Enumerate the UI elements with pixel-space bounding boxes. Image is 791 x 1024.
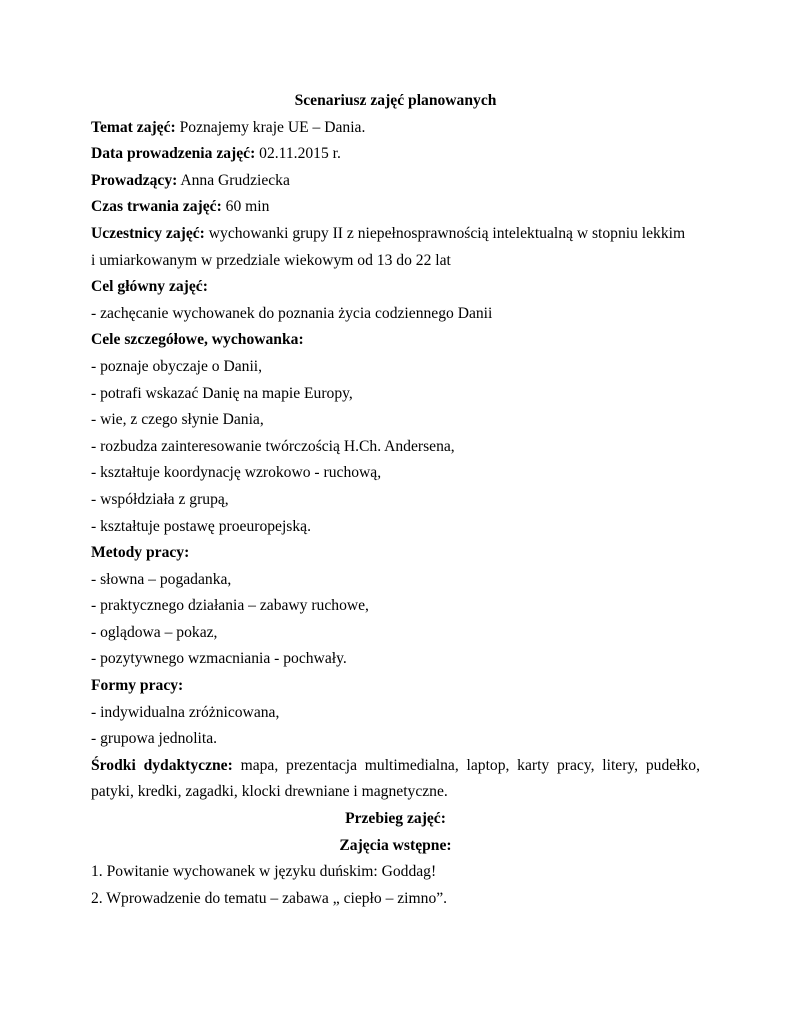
temat-value: Poznajemy kraje UE – Dania. <box>175 118 366 136</box>
data-value: 02.11.2015 r. <box>255 145 341 163</box>
uczestnicy-value-line2: i umiarkowanym w przedziale wiekowym od 13 do 22 lat <box>91 251 451 269</box>
czas-value: 60 min <box>221 198 270 216</box>
list-item: - potrafi wskazać Danię na mapie Europy, <box>91 384 353 402</box>
srodki-row <box>91 753 700 780</box>
list-item: - praktycznego działania – zabawy ruchowe, <box>91 597 369 615</box>
srodki-value-line1: mapa, prezentacja multimedialna, laptop, karty pracy, litery, pudełko, <box>232 756 700 774</box>
document-page <box>91 88 700 912</box>
cele-szczegolowe-heading: Cele szczegółowe, wychowanka: <box>91 331 304 349</box>
srodki-value-line2: patyki, kredki, zagadki, klocki drewniane i magnetyczne. <box>91 783 448 801</box>
uczestnicy-label: Uczestnicy zajęć: <box>91 224 205 242</box>
srodki-label: Środki dydaktyczne: <box>91 756 233 774</box>
przebieg-heading: Przebieg zajęć: <box>345 810 446 828</box>
list-item: - słowna – pogadanka, <box>91 570 232 588</box>
list-item: 1. Powitanie wychowanek w języku duńskim: Goddag! <box>91 863 437 881</box>
zajecia-wstepne-heading: Zajęcia wstępne: <box>339 836 452 854</box>
list-item: - indywidualna zróżnicowana, <box>91 703 280 721</box>
formy-heading: Formy pracy: <box>91 677 184 695</box>
list-item: - zachęcanie wychowanek do poznania życia codziennego Danii <box>91 304 493 322</box>
list-item: - pozytywnego wzmacniania - pochwały. <box>91 650 347 668</box>
uczestnicy-row <box>91 221 700 248</box>
list-item: - kształtuje postawę proeuropejską. <box>91 517 311 535</box>
prowadzacy-value: Anna Grudziecka <box>177 171 290 189</box>
cel-glowny-heading: Cel główny zajęć: <box>91 278 208 296</box>
list-item: - kształtuje koordynację wzrokowo - ruchową, <box>91 464 382 482</box>
czas-label: Czas trwania zajęć: <box>91 198 222 216</box>
list-item: - rozbudza zainteresowanie twórczością H.Ch. Andersena, <box>91 437 455 455</box>
uczestnicy-value-line1: wychowanki grupy II z niepełnosprawnością intelektualną w stopniu lekkim <box>204 224 686 242</box>
metody-heading: Metody pracy: <box>91 544 190 562</box>
list-item: 2. Wprowadzenie do tematu – zabawa „ ciepło – zimno”. <box>91 889 448 907</box>
prowadzacy-label: Prowadzący: <box>91 171 178 189</box>
prowadzacy-row <box>91 168 700 195</box>
list-item: - grupowa jednolita. <box>91 730 218 748</box>
temat-row <box>91 115 700 142</box>
list-item: - współdziała z grupą, <box>91 490 229 508</box>
document-title: Scenariusz zajęć planowanych <box>294 92 497 109</box>
czas-row <box>91 194 700 221</box>
data-label: Data prowadzenia zajęć: <box>91 145 256 163</box>
list-item: - wie, z czego słynie Dania, <box>91 411 264 429</box>
data-row <box>91 141 700 168</box>
temat-label: Temat zajęć: <box>91 118 176 136</box>
list-item: - poznaje obyczaje o Danii, <box>91 357 263 375</box>
list-item: - oglądowa – pokaz, <box>91 623 218 641</box>
